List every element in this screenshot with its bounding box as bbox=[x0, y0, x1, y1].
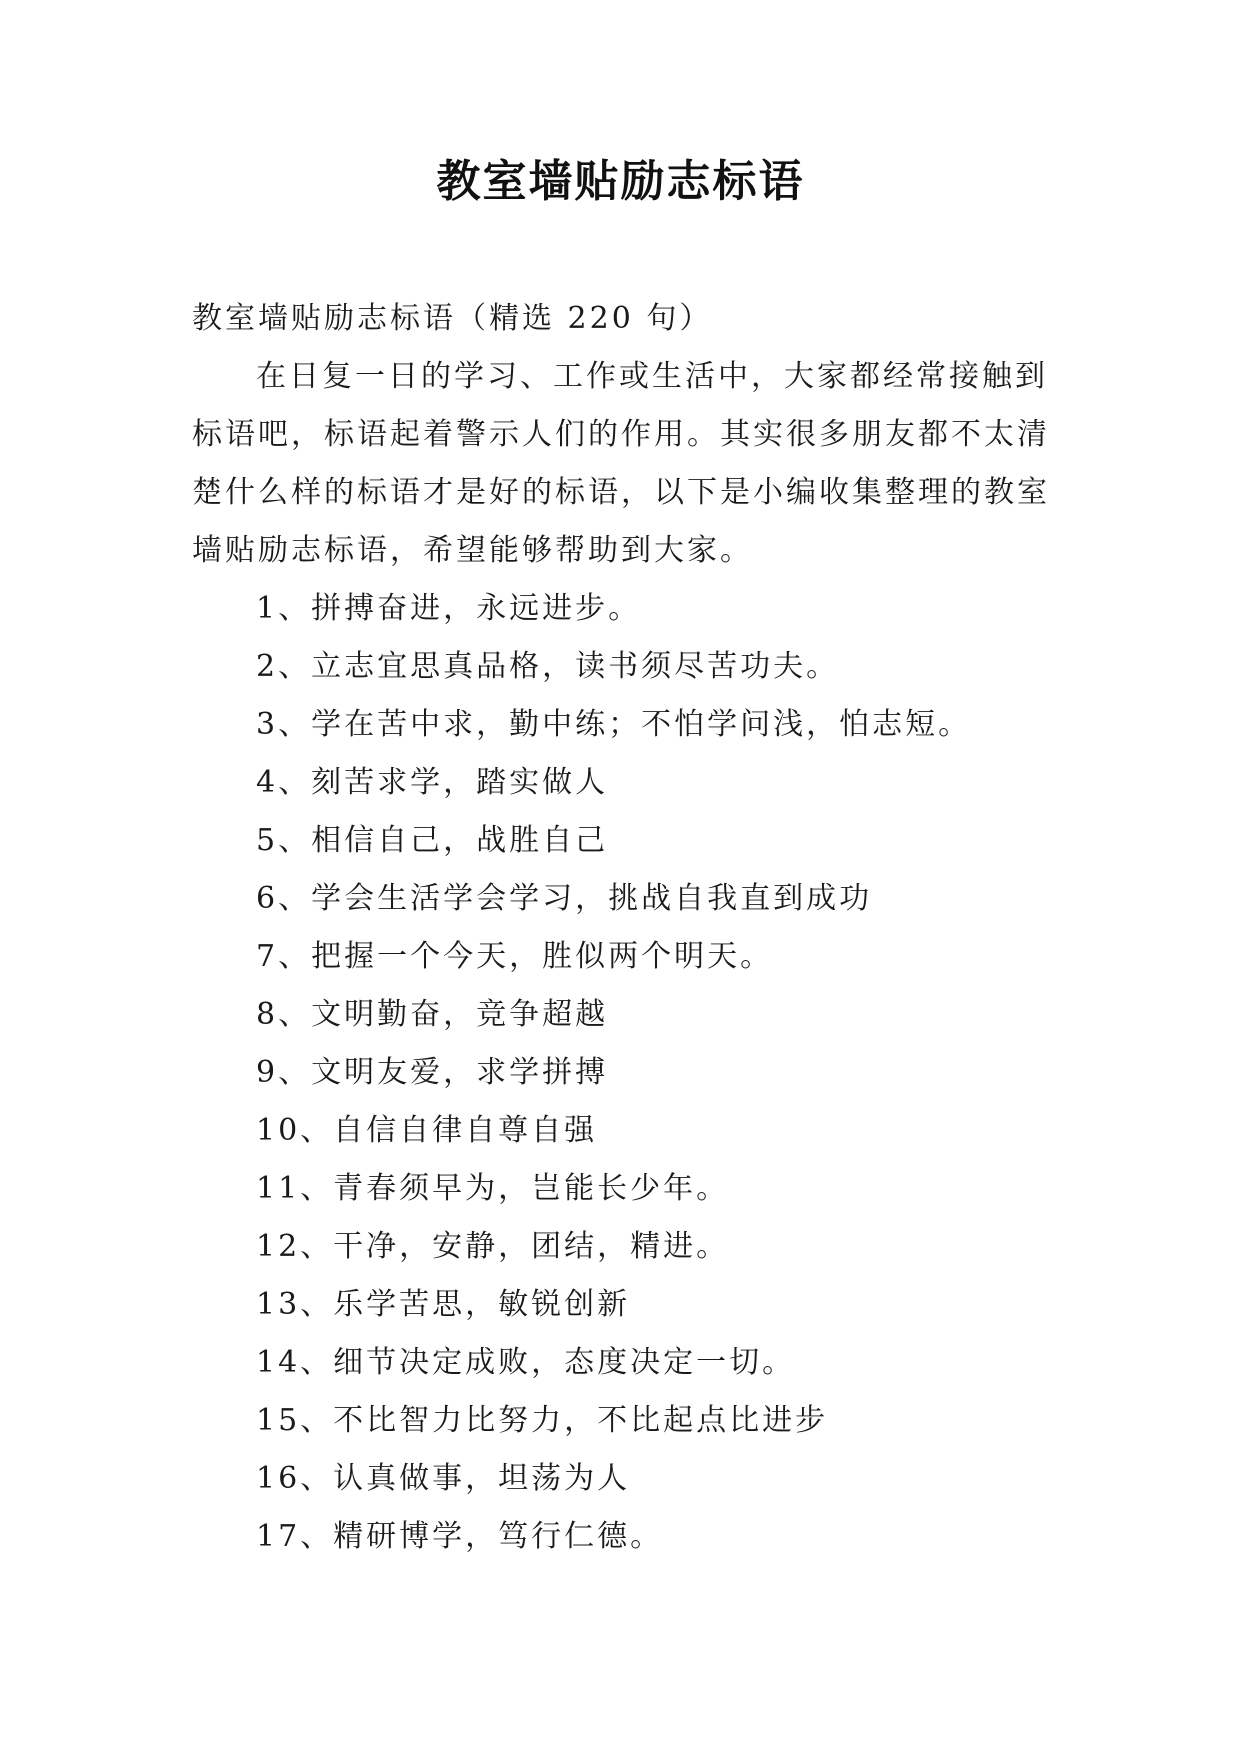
document-body bbox=[192, 290, 1062, 1566]
slogan-item: 17、精研博学，笃行仁德。 bbox=[256, 1519, 664, 1554]
slogan-item: 7、把握一个今天，胜似两个明天。 bbox=[256, 939, 774, 974]
page-title: 教室墙贴励志标语 bbox=[436, 156, 805, 207]
slogan-item: 12、干净，安静，团结，精进。 bbox=[256, 1229, 730, 1264]
slogan-item: 8、文明勤奋，竞争超越 bbox=[256, 997, 609, 1032]
slogan-item: 16、认真做事，坦荡为人 bbox=[256, 1461, 631, 1496]
slogan-item: 9、文明友爱，求学拼搏 bbox=[256, 1055, 609, 1090]
slogan-item: 14、细节决定成败，态度决定一切。 bbox=[256, 1345, 796, 1380]
slogan-item: 2、立志宜思真品格，读书须尽苦功夫。 bbox=[256, 649, 840, 684]
slogan-item: 4、刻苦求学，踏实做人 bbox=[256, 765, 609, 800]
slogan-item: 1、拼搏奋进，永远进步。 bbox=[256, 591, 642, 626]
slogan-item: 5、相信自己，战胜自己 bbox=[256, 823, 609, 858]
slogan-item: 11、青春须早为，岂能长少年。 bbox=[256, 1171, 730, 1206]
slogan-item: 6、学会生活学会学习，挑战自我直到成功 bbox=[256, 881, 873, 916]
intro-paragraph: 在日复一日的学习、工作或生活中，大家都经常接触到标语吧，标语起着警示人们的作用。其实很多朋友都不太清楚什么样的标语才是好的标语，以下是小编收集整理的教室墙贴励志标语，希望能够帮助到大家。 bbox=[192, 359, 1050, 568]
slogan-item: 13、乐学苦思，敏锐创新 bbox=[256, 1287, 631, 1322]
slogan-item: 10、自信自律自尊自强 bbox=[256, 1113, 598, 1148]
document-subtitle: 教室墙贴励志标语（精选 220 句） bbox=[192, 301, 713, 336]
slogan-item: 3、学在苦中求，勤中练；不怕学问浅，怕志短。 bbox=[256, 707, 972, 742]
slogan-item: 15、不比智力比努力，不比起点比进步 bbox=[256, 1403, 829, 1438]
slogan-list bbox=[192, 580, 1062, 1566]
